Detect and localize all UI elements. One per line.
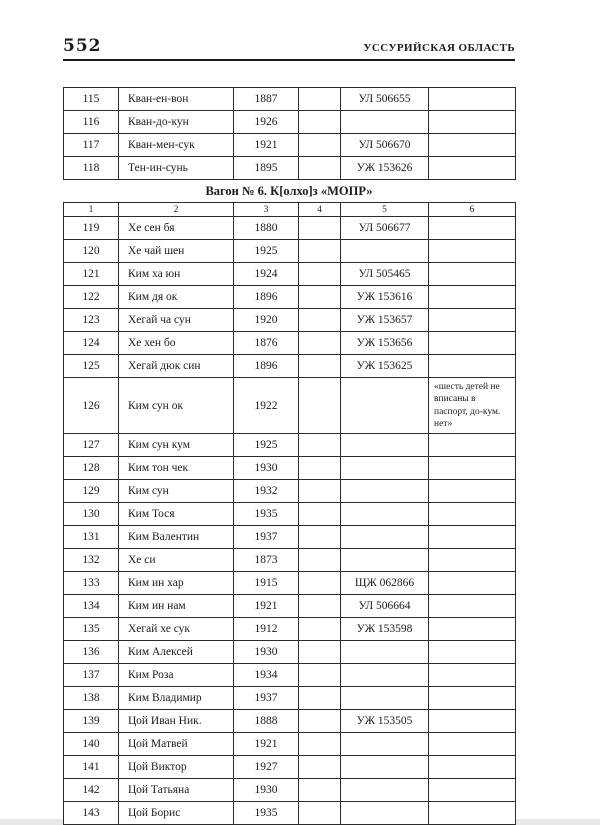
table-row bbox=[64, 503, 516, 526]
table-cell: 128 bbox=[64, 457, 119, 480]
table-cell bbox=[341, 503, 429, 526]
table-cell: 126 bbox=[64, 378, 119, 434]
table-cell: 1934 bbox=[234, 664, 299, 687]
table-cell: 1925 bbox=[234, 240, 299, 263]
table-cell: Ким Валентин bbox=[119, 526, 234, 549]
table-cell bbox=[429, 595, 516, 618]
table-cell: Ким Алексей bbox=[119, 641, 234, 664]
table-row bbox=[64, 480, 516, 503]
table-cell bbox=[429, 572, 516, 595]
table-cell: УЛ 505465 bbox=[341, 263, 429, 286]
table-cell: 118 bbox=[64, 157, 119, 180]
table-cell: 1932 bbox=[234, 480, 299, 503]
table-cell: 1930 bbox=[234, 779, 299, 802]
table-cell: 1921 bbox=[234, 595, 299, 618]
table-cell bbox=[299, 549, 341, 572]
table-cell bbox=[299, 526, 341, 549]
table-cell bbox=[429, 664, 516, 687]
table-cell: 1896 bbox=[234, 355, 299, 378]
table-cell: 135 bbox=[64, 618, 119, 641]
table-cell bbox=[341, 687, 429, 710]
table-cell: 134 bbox=[64, 595, 119, 618]
table-row bbox=[64, 240, 516, 263]
table-cell: 1920 bbox=[234, 309, 299, 332]
table-cell: Ким сун кум bbox=[119, 434, 234, 457]
table-cell: УЖ 153657 bbox=[341, 309, 429, 332]
table-cell: Хегай дюк син bbox=[119, 355, 234, 378]
table-row bbox=[64, 111, 516, 134]
table-cell bbox=[299, 641, 341, 664]
table-cell bbox=[341, 457, 429, 480]
table-cell: 141 bbox=[64, 756, 119, 779]
table-row bbox=[64, 733, 516, 756]
table-cell: УЛ 506655 bbox=[341, 88, 429, 111]
table-cell bbox=[429, 88, 516, 111]
table-cell: 122 bbox=[64, 286, 119, 309]
table-cell: Ким Владимир bbox=[119, 687, 234, 710]
table-cell: 117 bbox=[64, 134, 119, 157]
column-number-header-row bbox=[64, 203, 516, 217]
table-cell bbox=[429, 263, 516, 286]
table-cell: УЛ 506677 bbox=[341, 217, 429, 240]
table-cell: Кван-до-кун bbox=[119, 111, 234, 134]
table-cell: 1925 bbox=[234, 434, 299, 457]
table-cell bbox=[299, 286, 341, 309]
table-cell: Хе чай шен bbox=[119, 240, 234, 263]
table-cell: 1888 bbox=[234, 710, 299, 733]
table-row bbox=[64, 134, 516, 157]
table-cell: 136 bbox=[64, 641, 119, 664]
table-cell: 1895 bbox=[234, 157, 299, 180]
table-cell: 1921 bbox=[234, 134, 299, 157]
table-cell bbox=[429, 434, 516, 457]
table-cell bbox=[341, 240, 429, 263]
table-cell bbox=[429, 457, 516, 480]
table-cell bbox=[341, 111, 429, 134]
table-cell bbox=[429, 756, 516, 779]
table-cell: Ким Тося bbox=[119, 503, 234, 526]
table-cell bbox=[429, 286, 516, 309]
table-cell bbox=[299, 480, 341, 503]
table-cell: УЛ 506670 bbox=[341, 134, 429, 157]
table-row bbox=[64, 572, 516, 595]
table-row bbox=[64, 263, 516, 286]
table-cell bbox=[429, 355, 516, 378]
table-cell: 1926 bbox=[234, 111, 299, 134]
table-cell: 120 bbox=[64, 240, 119, 263]
table-cell: 1876 bbox=[234, 332, 299, 355]
table-cell: 142 bbox=[64, 779, 119, 802]
table-cell bbox=[429, 526, 516, 549]
table-cell bbox=[299, 687, 341, 710]
table-row bbox=[64, 457, 516, 480]
table-cell bbox=[429, 217, 516, 240]
table-cell: 1937 bbox=[234, 526, 299, 549]
table-row bbox=[64, 687, 516, 710]
table-cell: 1921 bbox=[234, 733, 299, 756]
table-cell: Кван-ен-вон bbox=[119, 88, 234, 111]
column-number-header: 2 bbox=[119, 203, 234, 217]
column-number-header: 6 bbox=[429, 203, 516, 217]
column-number-header: 3 bbox=[234, 203, 299, 217]
table-cell bbox=[429, 240, 516, 263]
table-cell: Хе хен бо bbox=[119, 332, 234, 355]
table-cell bbox=[341, 434, 429, 457]
table-cell: 125 bbox=[64, 355, 119, 378]
table-cell: 116 bbox=[64, 111, 119, 134]
column-number-header: 1 bbox=[64, 203, 119, 217]
table-cell: 124 bbox=[64, 332, 119, 355]
table-cell bbox=[299, 733, 341, 756]
table-cell bbox=[429, 157, 516, 180]
table-row bbox=[64, 217, 516, 240]
table-cell: Ким сун bbox=[119, 480, 234, 503]
table-cell: 1935 bbox=[234, 503, 299, 526]
table-row bbox=[64, 286, 516, 309]
table-cell: Ким дя ок bbox=[119, 286, 234, 309]
table-cell bbox=[429, 503, 516, 526]
table-cell bbox=[299, 355, 341, 378]
table-row bbox=[64, 756, 516, 779]
column-number-header: 4 bbox=[299, 203, 341, 217]
table-cell bbox=[429, 733, 516, 756]
table-cell bbox=[299, 263, 341, 286]
table-cell: УЛ 506664 bbox=[341, 595, 429, 618]
table-cell: 137 bbox=[64, 664, 119, 687]
table-cell: Ким тон чек bbox=[119, 457, 234, 480]
table-row bbox=[64, 549, 516, 572]
table-cell: Хегай ча сун bbox=[119, 309, 234, 332]
table-cell: «шесть детей не вписаны в паспорт, до-кум. нет» bbox=[429, 378, 516, 434]
table-cell: Ким ин нам bbox=[119, 595, 234, 618]
table-row bbox=[64, 618, 516, 641]
table-cell: 1887 bbox=[234, 88, 299, 111]
continuation-table bbox=[63, 87, 516, 180]
table-cell bbox=[429, 687, 516, 710]
table-cell bbox=[299, 802, 341, 825]
table-cell: Ким ха юн bbox=[119, 263, 234, 286]
main-table bbox=[63, 202, 516, 825]
table-cell bbox=[341, 779, 429, 802]
table-cell: 127 bbox=[64, 434, 119, 457]
table-cell: УЖ 153656 bbox=[341, 332, 429, 355]
table-cell: 1915 bbox=[234, 572, 299, 595]
table-cell: 1927 bbox=[234, 756, 299, 779]
table-cell: 123 bbox=[64, 309, 119, 332]
table-row bbox=[64, 802, 516, 825]
table-cell: УЖ 153626 bbox=[341, 157, 429, 180]
table-row bbox=[64, 88, 516, 111]
table-cell bbox=[299, 572, 341, 595]
table-cell: 1922 bbox=[234, 378, 299, 434]
table-cell bbox=[299, 595, 341, 618]
table-cell bbox=[299, 664, 341, 687]
table-cell: 138 bbox=[64, 687, 119, 710]
page-header bbox=[63, 36, 515, 61]
table-cell bbox=[341, 756, 429, 779]
table-cell: Хе сен бя bbox=[119, 217, 234, 240]
table-cell bbox=[299, 434, 341, 457]
table-cell bbox=[299, 111, 341, 134]
table-cell bbox=[299, 134, 341, 157]
table-cell: Хегай хе сук bbox=[119, 618, 234, 641]
table-cell: 1912 bbox=[234, 618, 299, 641]
table-cell bbox=[299, 710, 341, 733]
table-cell bbox=[341, 664, 429, 687]
table-cell bbox=[429, 134, 516, 157]
table-row bbox=[64, 595, 516, 618]
table-row bbox=[64, 332, 516, 355]
table-cell bbox=[429, 802, 516, 825]
table-cell: 133 bbox=[64, 572, 119, 595]
table-cell: 129 bbox=[64, 480, 119, 503]
table-cell: 115 bbox=[64, 88, 119, 111]
table-cell bbox=[299, 240, 341, 263]
table-cell bbox=[299, 88, 341, 111]
table-cell: Цой Татьяна bbox=[119, 779, 234, 802]
table-cell bbox=[299, 378, 341, 434]
table-cell: Кван-мен-сук bbox=[119, 134, 234, 157]
table-cell: УЖ 153616 bbox=[341, 286, 429, 309]
table-cell: 132 bbox=[64, 549, 119, 572]
table-cell: 1937 bbox=[234, 687, 299, 710]
table-cell: Тен-ин-сунь bbox=[119, 157, 234, 180]
table-cell bbox=[429, 549, 516, 572]
table-cell bbox=[341, 378, 429, 434]
table-cell: 1896 bbox=[234, 286, 299, 309]
table-cell: УЖ 153505 bbox=[341, 710, 429, 733]
table-cell bbox=[429, 710, 516, 733]
table-row bbox=[64, 664, 516, 687]
table-cell: 139 bbox=[64, 710, 119, 733]
table-cell: ЩЖ 062866 bbox=[341, 572, 429, 595]
table-cell bbox=[429, 641, 516, 664]
table-cell bbox=[299, 779, 341, 802]
table-cell: 121 bbox=[64, 263, 119, 286]
table-cell: УЖ 153598 bbox=[341, 618, 429, 641]
table-cell bbox=[299, 332, 341, 355]
table-cell: Цой Борис bbox=[119, 802, 234, 825]
table-cell bbox=[341, 526, 429, 549]
table-cell: 1873 bbox=[234, 549, 299, 572]
table-cell bbox=[299, 157, 341, 180]
table-cell: УЖ 153625 bbox=[341, 355, 429, 378]
table-cell bbox=[429, 618, 516, 641]
table-cell: Цой Иван Ник. bbox=[119, 710, 234, 733]
table-cell: 130 bbox=[64, 503, 119, 526]
running-title: УССУРИЙСКАЯ ОБЛАСТЬ bbox=[363, 42, 515, 54]
table-cell bbox=[429, 332, 516, 355]
section-title: Вагон № 6. К[олхо]з «МОПР» bbox=[205, 184, 373, 198]
column-number-header: 5 bbox=[341, 203, 429, 217]
table-cell: Ким сун ок bbox=[119, 378, 234, 434]
table-cell bbox=[299, 503, 341, 526]
table-cell bbox=[341, 549, 429, 572]
table-cell bbox=[341, 641, 429, 664]
table-cell: 1924 bbox=[234, 263, 299, 286]
table-cell: Хе си bbox=[119, 549, 234, 572]
table-row bbox=[64, 434, 516, 457]
table-cell: 140 bbox=[64, 733, 119, 756]
table-cell: 1930 bbox=[234, 641, 299, 664]
table-row bbox=[64, 157, 516, 180]
table-cell: 143 bbox=[64, 802, 119, 825]
table-cell bbox=[341, 802, 429, 825]
table-row bbox=[64, 641, 516, 664]
table-cell bbox=[429, 111, 516, 134]
table-cell bbox=[299, 457, 341, 480]
table-row bbox=[64, 309, 516, 332]
table-cell bbox=[341, 733, 429, 756]
table-cell bbox=[299, 309, 341, 332]
table-cell bbox=[429, 480, 516, 503]
table-row bbox=[64, 378, 516, 434]
table-cell: Ким ин хар bbox=[119, 572, 234, 595]
table-cell: 1930 bbox=[234, 457, 299, 480]
table-row bbox=[64, 355, 516, 378]
table-cell: 1935 bbox=[234, 802, 299, 825]
table-row bbox=[64, 779, 516, 802]
table-cell: Цой Матвей bbox=[119, 733, 234, 756]
table-cell bbox=[299, 217, 341, 240]
table-cell: 1880 bbox=[234, 217, 299, 240]
table-cell: Цой Виктор bbox=[119, 756, 234, 779]
table-row bbox=[64, 526, 516, 549]
table-cell: 131 bbox=[64, 526, 119, 549]
page-number: 552 bbox=[63, 36, 102, 56]
table-cell bbox=[429, 779, 516, 802]
table-cell: Ким Роза bbox=[119, 664, 234, 687]
table-cell: 119 bbox=[64, 217, 119, 240]
table-cell bbox=[299, 618, 341, 641]
table-cell bbox=[299, 756, 341, 779]
table-row bbox=[64, 710, 516, 733]
table-cell bbox=[341, 480, 429, 503]
table-cell bbox=[429, 309, 516, 332]
